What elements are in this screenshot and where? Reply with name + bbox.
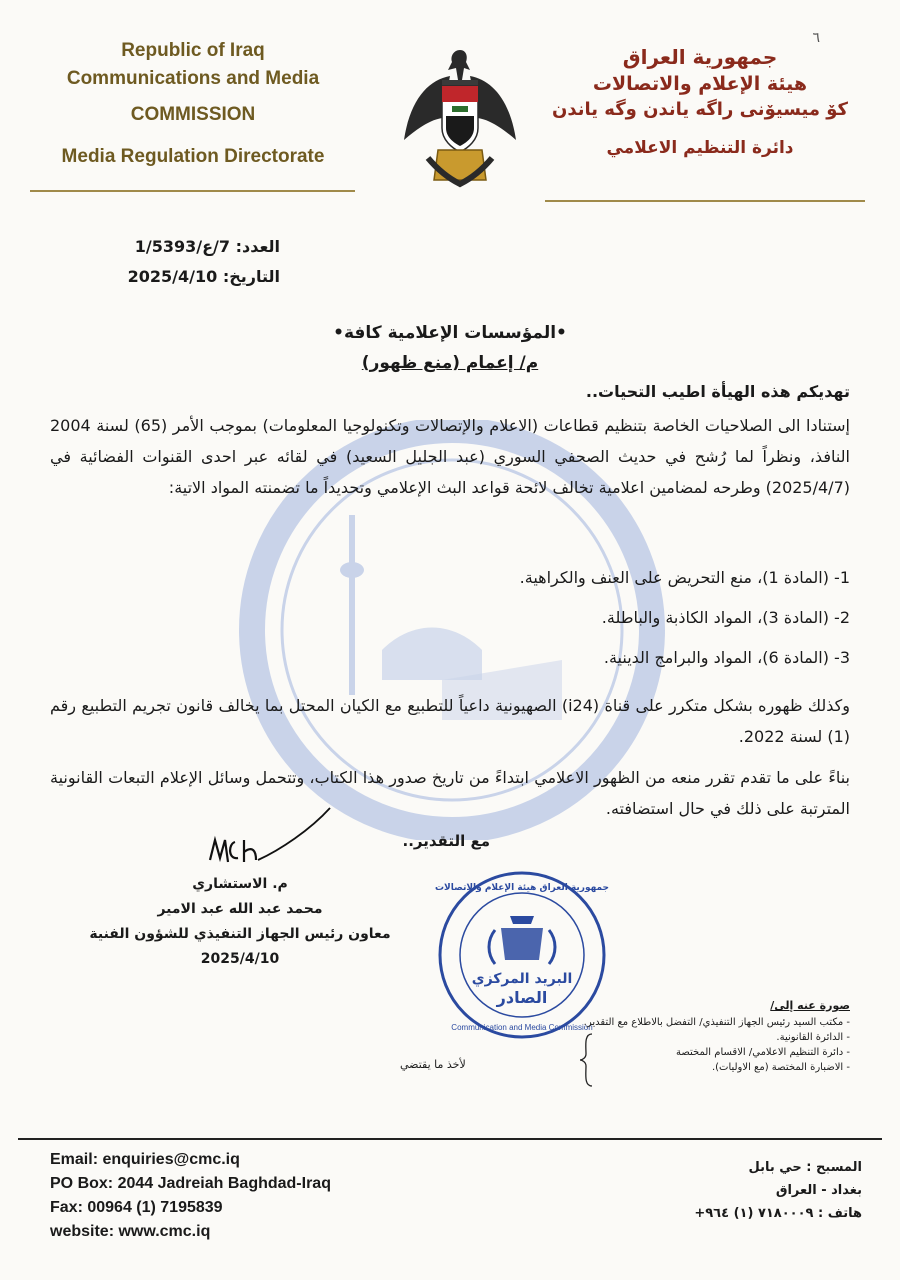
header-english <box>28 40 358 168</box>
header-ar-line3: كۆ میسیۆنی راگه یاندن وگه یاندن <box>551 99 849 120</box>
footer-website: website: www.cmc.iq <box>50 1223 211 1240</box>
list-item: - مكتب السيد رئيس الجهاز التنفيذي/ التفضل بالاطلاع مع التقدير. <box>583 1017 850 1028</box>
signer-title: م. الاستشاري <box>192 876 288 892</box>
footer-email: Email: enquiries@cmc.iq <box>50 1151 240 1168</box>
signer-date: 2025/4/10 <box>200 951 280 967</box>
recipient-block <box>50 318 850 378</box>
cc-block <box>430 998 850 1075</box>
eagle-emblem-icon <box>398 40 523 200</box>
cc-title: صورة عنه إلى/ <box>770 999 850 1012</box>
stamp-center-line1: البريد المركزي <box>471 971 573 987</box>
stamp-center-line2: الصادر <box>496 988 548 1007</box>
regards-line: مع التقدير.. <box>402 832 490 850</box>
stamp-en-bottom: Communication and Media Commission <box>451 1023 593 1032</box>
footer-ar-line1: المسبح : حي بابل <box>748 1160 862 1175</box>
list-item: - الاضبارة المختصة (مع الاوليات). <box>711 1062 850 1073</box>
signer-name: محمد عبد الله عبد الامير <box>157 901 323 917</box>
header-en-divider <box>30 190 355 192</box>
document-date <box>120 262 280 292</box>
paragraph-2: وكذلك ظهوره بشكل متكرر على قناة (i24) الصهيونية داعياً للتطبيع مع الكيان المحتل بما يخالف قانون تجريم التطبيع رقم (1) لسنة 2022. <box>50 696 851 746</box>
cc-note: لأخذ ما يقتضي <box>400 1058 466 1071</box>
paragraph-3: بناءً على ما تقدم تقرر منعه من الظهور الاعلامي ابتداءً من تاريخ صدور هذا الكتاب، وتتحمل وسائل الإعلام التبعات القانونية المترتبة على ذلك في حال استضافته. <box>50 768 850 818</box>
header-arabic <box>540 45 860 158</box>
articles-list <box>50 562 850 682</box>
footer-contact-english <box>50 1148 331 1244</box>
header-en-line4: Media Regulation Directorate <box>61 146 325 167</box>
date-label: التاريخ: <box>222 267 280 286</box>
footer-fax: Fax: 00964 (1) 7195839 <box>50 1199 223 1216</box>
brace-icon <box>578 1032 596 1088</box>
date-value: 2025/4/10 <box>127 267 218 286</box>
header-en-line2: Communications and Media <box>66 68 320 89</box>
paragraph-1: إستنادا الى الصلاحيات الخاصة بتنظيم قطاعات (الاعلام والإتصالات وتكنولوجيا المعلومات) بموجب الأمر (65) لسنة 2004 النافذ، ونظراً لما رُشح في حديث الصحفي السوري (عبد الجليل السعيد) في لقائه عبر احدى القنوات الفضائية في (2025/4/7) وطرحه لمضامين اعلامية تخالف لائحة قواعد البث الإعلامي وتحديداً ما تضمنته المواد الاتية: <box>50 416 851 497</box>
header-en-line3: COMMISSION <box>130 104 256 125</box>
greeting: تهديكم هذه الهيأة اطيب التحيات.. <box>585 382 850 401</box>
list-item: - دائرة التنظيم الاعلامي/ الاقسام المختصة <box>675 1047 850 1058</box>
list-item: 3- (المادة 6)، المواد والبرامج الدينية. <box>603 648 850 667</box>
number-label: العدد: <box>235 237 280 256</box>
stamp-ar-top: جمهورية العراق هيئة الإعلام والاتصالات <box>435 883 610 893</box>
signer-block <box>40 872 440 972</box>
footer-divider <box>18 1138 882 1140</box>
header-ar-line4: دائرة التنظيم الاعلامي <box>606 138 794 158</box>
corner-mark: ٦ <box>812 30 820 46</box>
footer-contact-arabic <box>642 1156 862 1225</box>
header-ar-line1: جمهورية العراق <box>622 45 778 69</box>
list-item: - الدائرة القانونية. <box>776 1032 850 1043</box>
header-ar-line2: هيئة الإعلام والاتصالات <box>592 73 808 95</box>
subject-line: م/ إعمام (منع ظهور) <box>361 353 539 373</box>
recipient-line: •المؤسسات الإعلامية كافة• <box>333 323 567 343</box>
document-number <box>120 232 280 262</box>
list-item: 2- (المادة 3)، المواد الكاذبة والباطلة. <box>601 608 850 627</box>
list-item: 1- (المادة 1)، منع التحريض على العنف والكراهية. <box>519 568 850 587</box>
signer-position: معاون رئيس الجهاز التنفيذي للشؤون الفنية <box>89 926 391 942</box>
footer-ar-line3: هاتف : ٧١٨٠٠٠٩ (١) ٩٦٤+ <box>694 1206 862 1221</box>
footer-pobox: PO Box: 2044 Jadreiah Baghdad-Iraq <box>50 1175 331 1192</box>
document-meta <box>120 232 280 292</box>
number-value: 7/ع/1/5393 <box>134 237 231 256</box>
header-ar-divider <box>545 200 865 202</box>
footer-ar-line2: بغداد - العراق <box>775 1183 862 1198</box>
header-en-line1: Republic of Iraq <box>121 40 265 61</box>
